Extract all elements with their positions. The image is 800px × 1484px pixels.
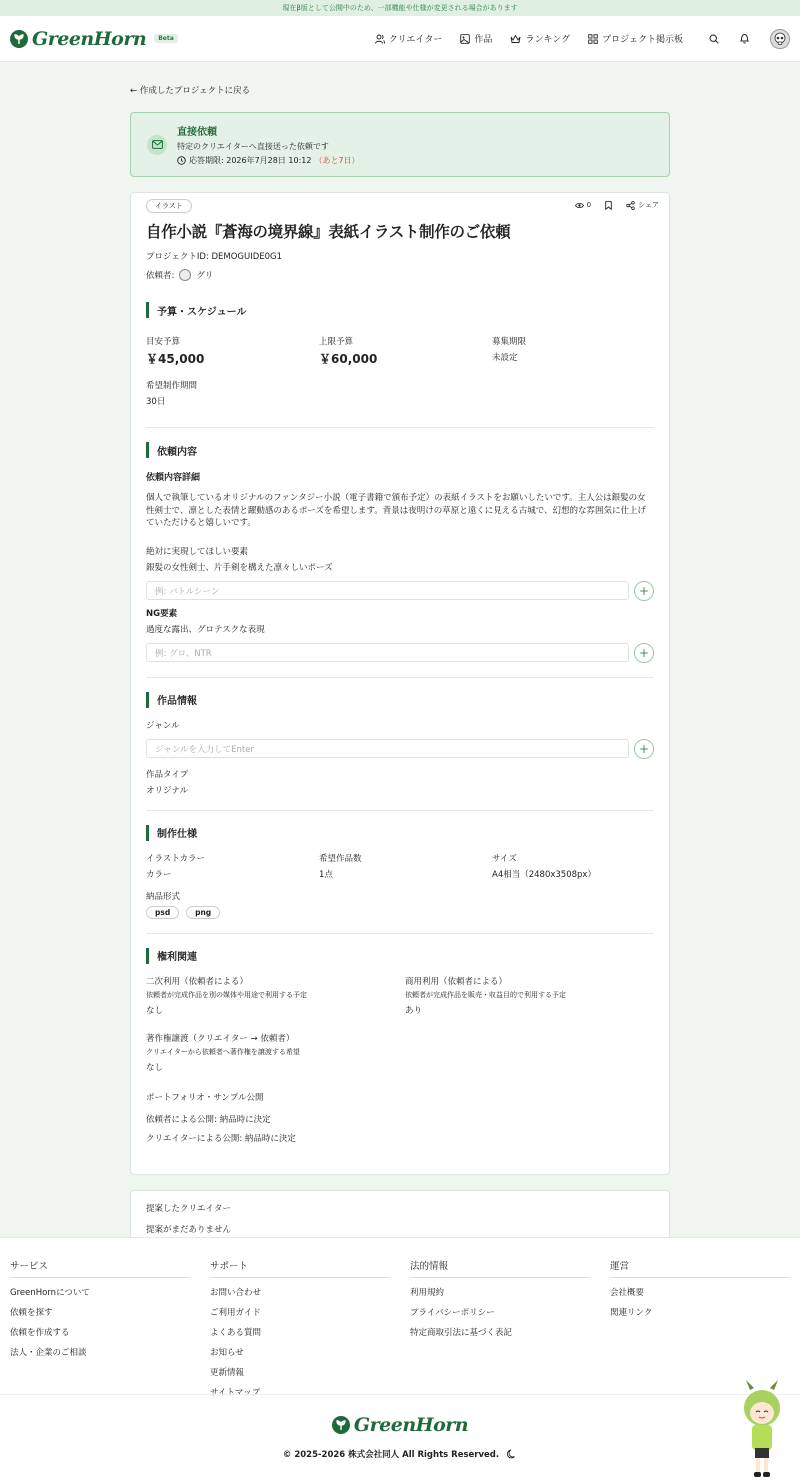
footer-link[interactable]: サイトマップ <box>210 1388 261 1398</box>
response-deadline <box>177 155 360 166</box>
moon-icon[interactable] <box>507 1449 517 1459</box>
nav-creators[interactable] <box>375 32 443 45</box>
copyright-row <box>0 1448 800 1460</box>
ng-label: NG要素 <box>146 608 178 619</box>
nav-ranking-label: ランキング <box>525 35 571 45</box>
category-tag: イラスト <box>146 199 192 213</box>
portfolio-requester-label: 依頼者による公開: <box>146 1114 217 1125</box>
copyright-text: © 2025-2026 株式会社同人 All Rights Reserved. <box>282 1450 500 1460</box>
copyright-transfer-desc: クリエイターから依頼者へ著作権を譲渡する希望 <box>146 1047 300 1056</box>
copyright-transfer-value: なし <box>146 1062 164 1073</box>
bookmark-icon <box>605 201 612 210</box>
footer-col-support <box>210 1258 410 1398</box>
footer-link[interactable]: 依頼を作成する <box>10 1328 70 1338</box>
footer-col-title: サービス <box>10 1258 190 1278</box>
footer-col-title: 法的情報 <box>410 1258 590 1278</box>
share-icon <box>626 201 635 210</box>
section-divider <box>146 427 654 428</box>
format-pill: png <box>186 906 220 919</box>
view-count <box>575 201 591 209</box>
footer-col-title: サポート <box>210 1258 390 1278</box>
work-type-label: 作品タイプ <box>146 769 189 780</box>
footer-link[interactable]: GreenHornについて <box>10 1288 90 1298</box>
users-icon <box>375 34 385 44</box>
footer-bottom <box>0 1394 800 1460</box>
request-section-heading: 依頼内容 <box>146 442 654 458</box>
logo-text: GreenHorn <box>32 27 147 50</box>
format-label: 納品形式 <box>146 891 181 902</box>
leaf-logo-icon <box>332 1416 350 1434</box>
nav-board-label: プロジェクト掲示板 <box>602 35 683 45</box>
notice-subtitle: 特定のクリエイターへ直接送った依頼です <box>177 142 329 151</box>
genre-input[interactable]: ジャンルを入力してEnter <box>146 739 629 758</box>
budget-section-heading: 予算・スケジュール <box>146 302 654 318</box>
mascot-character-icon <box>732 1380 792 1480</box>
view-count-value: 0 <box>586 201 592 209</box>
top-header <box>0 16 800 62</box>
ng-element-input[interactable]: 例: グロ、NTR <box>146 643 629 662</box>
secondary-use-value: なし <box>146 1005 164 1016</box>
remaining-days: （あと7日） <box>314 156 360 165</box>
footer-link[interactable]: 特定商取引法に基づく表記 <box>410 1328 513 1338</box>
bookmark-button[interactable] <box>605 201 612 210</box>
spec-section-heading: 制作仕様 <box>146 825 654 841</box>
footer-logo[interactable] <box>0 1414 800 1436</box>
max-budget-label: 上限予算 <box>319 337 354 347</box>
footer-link[interactable]: お問い合わせ <box>210 1288 262 1298</box>
skull-avatar-icon <box>773 32 787 46</box>
project-title: 自作小説『蒼海の境界線』表紙イラスト制作のご依頼 <box>146 223 511 241</box>
add-genre-button[interactable]: + <box>634 739 654 759</box>
main-content <box>130 62 670 1247</box>
portfolio-creator-label: クリエイターによる公開: <box>146 1133 243 1144</box>
nav-board[interactable] <box>588 32 683 45</box>
ng-value: 過度な露出、グロテスクな表現 <box>146 624 265 635</box>
footer-link[interactable]: 関連リンク <box>610 1308 653 1318</box>
footer-link[interactable]: よくある質問 <box>210 1328 262 1338</box>
period-value: 30日 <box>146 397 166 407</box>
header-actions <box>709 29 790 49</box>
detail-heading: 依頼内容詳細 <box>146 473 201 483</box>
share-label: シェア <box>638 201 659 209</box>
footer-link[interactable]: お知らせ <box>210 1348 244 1358</box>
mail-icon <box>147 135 167 155</box>
portfolio-label: ポートフォリオ・サンプル公開 <box>146 1092 264 1103</box>
work-section-heading: 作品情報 <box>146 692 654 708</box>
footer-link[interactable]: プライバシーポリシー <box>410 1308 495 1318</box>
portfolio-creator-value: 納品時に決定 <box>244 1133 296 1144</box>
project-detail-card <box>130 192 670 1175</box>
site-footer <box>0 1237 800 1484</box>
target-budget-value: ￥45,000 <box>146 352 205 366</box>
commercial-use-desc: 依頼者が完成作品を販売・収益目的で利用する予定 <box>405 990 566 999</box>
nav-works-label: 作品 <box>474 35 493 45</box>
deadline-text: 応答期限: 2026年7月28日 10:12 <box>189 156 312 165</box>
must-value: 銀髪の女性剣士、片手剣を構えた凛々しいポーズ <box>146 562 333 573</box>
beta-badge: Beta <box>154 34 178 43</box>
add-must-element-button[interactable]: + <box>634 581 654 601</box>
footer-link[interactable]: ご利用ガイド <box>210 1308 261 1318</box>
copyright-transfer-label: 著作権譲渡（クリエイター → 依頼者） <box>146 1033 295 1044</box>
footer-link[interactable]: 利用規約 <box>410 1288 445 1298</box>
rights-section-heading: 権利関連 <box>146 948 654 964</box>
proposals-empty: 提案がまだありません <box>146 1224 232 1235</box>
nav-works[interactable] <box>460 32 492 45</box>
user-avatar[interactable] <box>770 29 790 49</box>
section-divider <box>146 677 654 678</box>
add-ng-element-button[interactable]: + <box>634 643 654 663</box>
secondary-use-desc: 依頼者が完成作品を別の媒体や用途で利用する予定 <box>146 990 307 999</box>
requester-label: 依頼者: <box>146 271 175 281</box>
search-icon[interactable] <box>709 34 719 44</box>
recruit-deadline-label: 募集期限 <box>492 337 527 347</box>
period-label: 希望制作期間 <box>146 381 198 391</box>
portfolio-requester-value: 納品時に決定 <box>219 1114 271 1125</box>
requester <box>146 269 654 281</box>
color-label: イラストカラー <box>146 853 205 864</box>
format-pill: psd <box>146 906 179 919</box>
bell-icon[interactable] <box>739 33 750 44</box>
leaf-logo-icon <box>10 30 28 48</box>
count-value: 1点 <box>319 869 333 880</box>
footer-logo-text: GreenHorn <box>353 1414 469 1436</box>
portfolio-creator <box>146 1132 654 1144</box>
size-value: A4相当（2480x3508px） <box>492 869 596 880</box>
footer-link[interactable]: 依頼を探す <box>10 1308 53 1318</box>
max-budget-value: ￥60,000 <box>319 352 378 366</box>
site-logo[interactable] <box>10 28 178 50</box>
grid-icon <box>588 34 598 44</box>
commercial-use-value: あり <box>405 1005 423 1016</box>
direct-request-notice <box>130 112 670 177</box>
footer-col-service <box>10 1258 210 1398</box>
nav-creators-label: クリエイター <box>388 35 443 45</box>
notice-title: 直接依頼 <box>177 127 217 138</box>
color-value: カラー <box>146 869 172 880</box>
footer-col-legal <box>410 1258 610 1398</box>
section-divider <box>146 933 654 934</box>
genre-label: ジャンル <box>146 720 180 731</box>
footer-link[interactable]: 更新情報 <box>210 1368 245 1378</box>
footer-col-operation <box>610 1258 800 1398</box>
back-to-projects-link[interactable]: ← 作成したプロジェクトに戻る <box>130 86 251 96</box>
section-divider <box>146 810 654 811</box>
footer-link[interactable]: 会社概要 <box>610 1288 645 1298</box>
must-label: 絶対に実現してほしい要素 <box>146 546 249 557</box>
size-label: サイズ <box>492 853 517 864</box>
image-icon <box>460 34 470 44</box>
requester-avatar[interactable] <box>179 269 191 281</box>
eye-icon <box>575 202 584 209</box>
proposals-heading: 提案したクリエイター <box>146 1203 231 1214</box>
detail-text: 個人で執筆しているオリジナルのファンタジー小説（電子書籍で頒布予定）の表紙イラストをお願いしたいです。主人公は銀髪の女性剣士で、凛とした表情と躍動感のあるポーズを希望します。背景は夜明けの草原と遠くに見える古城で、幻想的な雰囲気に仕上げていただけると嬉しいです。 <box>146 493 647 528</box>
secondary-use-label: 二次利用（依頼者による） <box>146 976 249 987</box>
commercial-use-label: 商用利用（依頼者による） <box>405 976 508 987</box>
nav-ranking[interactable] <box>510 32 570 45</box>
portfolio-requester <box>146 1113 654 1125</box>
requester-name[interactable]: グリ <box>196 271 214 281</box>
main-nav <box>375 32 683 45</box>
recruit-deadline-value: 未設定 <box>492 353 518 363</box>
count-label: 希望作品数 <box>319 853 362 864</box>
project-id: プロジェクトID: DEMOGUIDE0G1 <box>146 252 283 262</box>
target-budget-label: 目安予算 <box>146 337 181 347</box>
beta-banner: 現在β版として公開中のため、一部機能や仕様が変更される場合があります <box>0 0 800 16</box>
footer-link[interactable]: 法人・企業のご相談 <box>10 1348 87 1358</box>
must-element-input[interactable]: 例: バトルシーン <box>146 581 629 600</box>
work-type-value: オリジナル <box>146 785 189 796</box>
footer-col-title: 運営 <box>610 1258 790 1278</box>
crown-icon <box>510 34 521 44</box>
project-actions <box>575 200 659 210</box>
clock-icon <box>177 156 186 165</box>
share-button[interactable] <box>626 200 659 210</box>
